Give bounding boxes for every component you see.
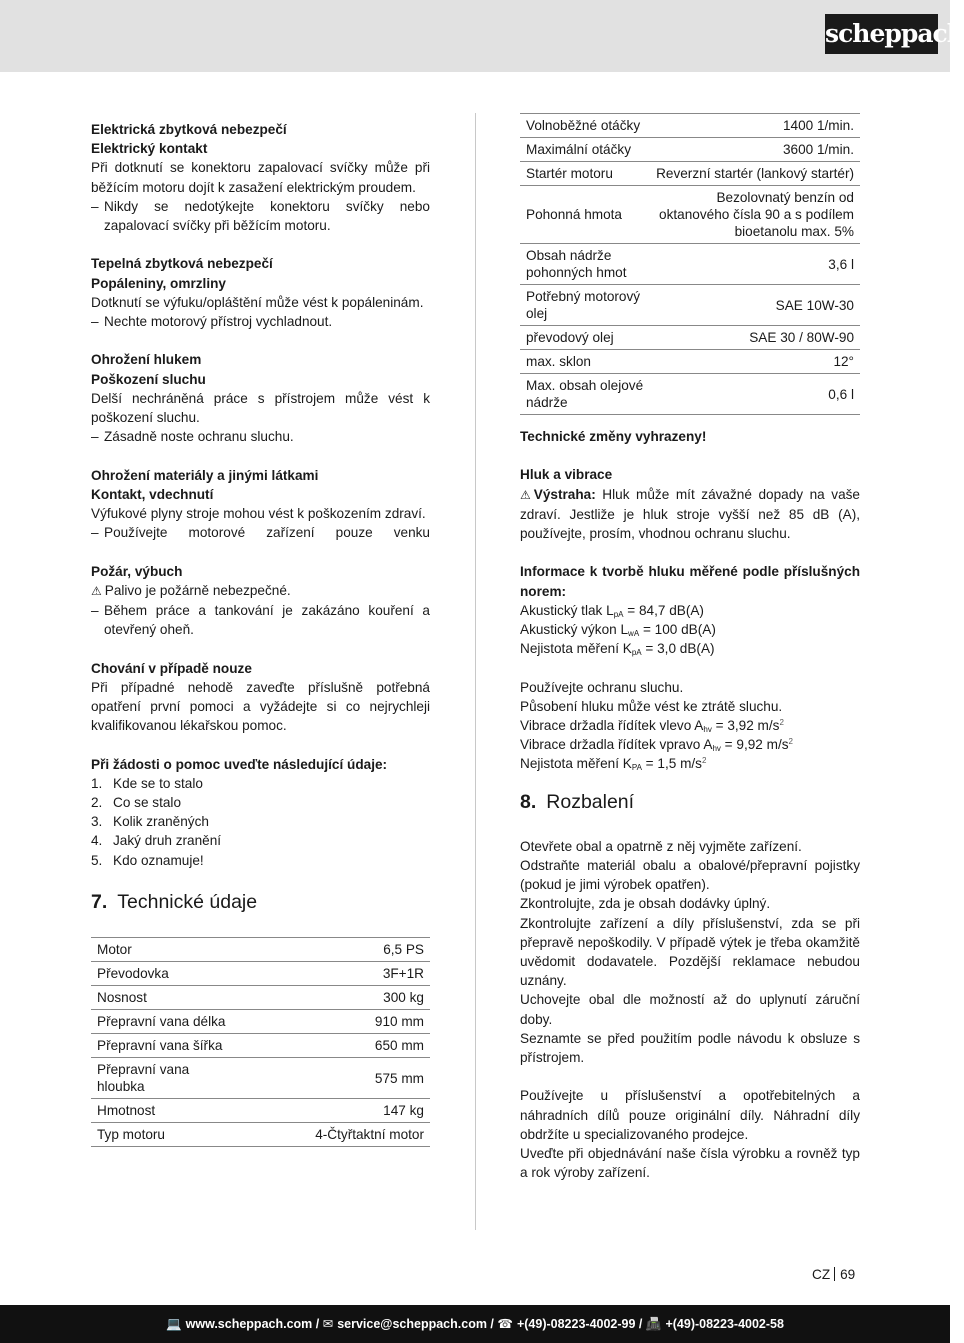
table-row: Přepravní vana délka 910 mm <box>91 1010 430 1034</box>
section-heading: Ohrožení materiály a jinými látkami <box>91 467 319 483</box>
paragraph: Dotknutí se výfuku/opláštění může vést k popáleninám. <box>91 294 424 310</box>
paragraph: Uchovejte obal dle možností až do uplynutí záruční doby. <box>520 992 860 1027</box>
paragraph: Delší nechráněná práce s přístrojem může vést k poškození sluchu. <box>91 390 430 426</box>
noise-vibration-section <box>520 465 860 543</box>
paragraph: Výfukové plyny stroje mohou vést k poškozením zdraví. <box>91 506 426 522</box>
section-heading: Při žádosti o pomoc uveďte následující údaje: <box>91 756 388 772</box>
scheppach-logo: scheppach <box>825 14 938 54</box>
computer-icon: 💻 <box>166 1317 182 1331</box>
emergency-section <box>91 659 430 736</box>
table-row: Typ motoru 4-Čtyřtaktní motor <box>91 1123 430 1147</box>
section-heading: Hluk a vibrace <box>520 467 613 483</box>
table-row: Potřebný motorový olej SAE 10W-30 <box>520 285 860 326</box>
vibration-left-line: Vibrace držadla řídítek vlevo $A_{hv} = 3,92$ $m/s^2$ <box>520 718 784 734</box>
section-subheading: Poškození sluchu <box>91 371 206 387</box>
list-item: 1. Kde se to stalo <box>91 775 203 791</box>
list-item: 4. Jaký druh zranění <box>91 833 222 849</box>
noise-hazard-section <box>91 350 430 446</box>
paragraph: Zkontrolujte, zda je obsah dodávky úplný. <box>520 896 771 912</box>
warning-triangle-icon: ⚠ <box>91 583 102 598</box>
column-divider <box>475 113 476 1230</box>
tech-changes-note: Technické změny vyhrazeny! <box>520 429 707 444</box>
section-7-heading: 7. Technické údaje <box>91 891 258 914</box>
sound-power-line: Akustický výkon $L_{wA} = 100$ dB(A) <box>520 622 716 638</box>
table-row: Startér motoru Reverzní startér (lankový startér) <box>520 162 860 186</box>
warning-line: ⚠ Palivo je požárně nebezpečné. <box>91 581 430 601</box>
table-row: Volnoběžné otáčky 1400 1/min. <box>520 114 860 138</box>
text-line: Působení hluku může vést ke ztrátě sluchu. <box>520 698 783 714</box>
paragraph: Při dotknutí se konektoru zapalovací svíčky může při běžícím motoru dojít k zasažení elektrickým proudem. <box>91 160 430 195</box>
text-line: Používejte ochranu sluchu. <box>520 679 684 695</box>
paragraph: Otevřete obal a opatrně z něj vyjměte zařízení. <box>520 838 802 854</box>
table-row: převodový olej SAE 30 / 80W-90 <box>520 326 860 350</box>
warning-triangle-icon: ⚠ <box>520 487 531 502</box>
help-request-section <box>91 755 430 870</box>
spare-parts-paragraphs <box>520 1086 860 1182</box>
phone-icon: ☎ <box>497 1317 513 1331</box>
phone-number: +(49)-08223-4002-99 <box>516 1317 636 1331</box>
tech-data-table-right <box>520 113 860 415</box>
table-row: Maximální otáčky 3600 1/min. <box>520 138 860 162</box>
table-row: Hmotnost 147 kg <box>91 1099 430 1123</box>
section-heading: Ohrožení hlukem <box>91 352 202 368</box>
section-heading: Chování v případě nouze <box>91 660 252 676</box>
vibration-uncertainty-line: Nejistota měření $K_{PA} = 1,5$ $m/s^2$ <box>520 756 707 773</box>
email-link[interactable]: service@scheppach.com <box>337 1317 487 1331</box>
page-number: CZ 69 <box>812 1267 856 1282</box>
dash-item: – Zásadně noste ochranu sluchu. <box>91 429 294 445</box>
table-row: Obsah nádrže pohonných hmot 3,6 l <box>520 244 860 285</box>
unpacking-paragraphs <box>520 837 860 1067</box>
email-icon: ✉ <box>322 1317 334 1331</box>
tech-data-table-left <box>91 937 430 1147</box>
header-bar <box>0 0 964 72</box>
table-row: Nosnost 300 kg <box>91 986 430 1010</box>
table-row: Motor 6,5 PS <box>91 938 430 962</box>
right-column <box>520 113 860 1182</box>
list-item: 3. Kolik zraněných <box>91 814 209 830</box>
table-row: Přepravní vana šířka 650 mm <box>91 1034 430 1058</box>
fax-icon: 📠 <box>645 1317 662 1331</box>
section-heading: Tepelná zbytková nebezpečí <box>91 256 273 272</box>
dash-item: – Nechte motorový přístroj vychladnout. <box>91 314 333 330</box>
paragraph: Při případné nehodě zaveďte příslušně potřebná opatření první pomoci a vyžádejte si co nejrychleji kvalifikovanou lékařskou pomoc. <box>91 679 430 734</box>
section-heading: Informace k tvorbě hluku měřené podle příslušných norem: <box>520 564 860 599</box>
list-item: 5. Kdo oznamuje! <box>91 852 204 868</box>
section-subheading: Kontakt, vdechnutí <box>91 486 214 502</box>
dash-item: – Používejte motorové zařízení pouze venku <box>91 525 430 541</box>
section-heading: Elektrická zbytková nebezpečí <box>91 122 287 137</box>
thermal-hazard-section <box>91 254 430 331</box>
table-row: Převodovka 3F+1R <box>91 962 430 986</box>
section-8-heading: 8. Rozbalení <box>520 790 635 813</box>
table-row: Pohonná hmota Bezolovnatý benzín od oktanového čísla 90 a s podílem bioetanolu max. 5% <box>520 186 860 244</box>
section-subheading: Elektrický kontakt <box>91 141 208 157</box>
materials-hazard-section <box>91 466 430 543</box>
paragraph: Uveďte při objednávání naše čísla výrobku a rovněž typ a rok výroby zařízení. <box>520 1146 860 1181</box>
warning-paragraph: ⚠ Výstraha: Hluk může mít závažné dopady na vaše zdraví. Jestliže je hluk stroje vyšší než 85 dB (A), používejte, prosím, vhodnou ochranu sluchu. <box>520 486 860 541</box>
section-subheading: Popáleniny, omrzliny <box>91 275 226 291</box>
dash-item: – Během práce a tankování je zakázáno kouření a otevřený oheň. <box>91 603 430 638</box>
vibration-section <box>520 678 860 774</box>
noise-measurement-section <box>520 562 860 658</box>
table-row: Max. obsah olejové nádrže 0,6 l <box>520 374 860 415</box>
paragraph: Odstraňte materiál obalu a obalové/přepravní pojistky (pokud je jimi výrobek opatřen). <box>520 858 860 893</box>
footer-bar: 💻 www.scheppach.com / ✉ service@scheppach.com / ☎ +(49)-08223-4002-99 / 📠 +(49)-08223-4002-58 <box>0 1305 950 1343</box>
section-heading: Požár, výbuch <box>91 563 183 579</box>
dash-item: – Nikdy se nedotýkejte konektoru svíčky nebo zapalovací svíčky při běžícím motoru. <box>91 198 430 234</box>
list-item: 2. Co se stalo <box>91 795 182 811</box>
paragraph: Používejte u příslušenství a opotřebitelných a náhradních dílů pouze originální díly. Náhradní díly obdržíte u specializovaného prodejce. <box>520 1088 860 1142</box>
fire-hazard-section <box>91 562 430 640</box>
paragraph: Zkontrolujte zařízení a díly příslušenství, zda se při přepravě nepoškodily. V případě výtek je třeba okamžitě uvědomit dodavatele. Pozdější reklamace nebudou uznány. <box>520 915 860 989</box>
electric-hazard-section <box>91 120 430 235</box>
sound-pressure-line: Akustický tlak $L_{pA} = 84,7$ dB(A) <box>520 602 704 619</box>
fax-number: +(49)-08223-4002-58 <box>665 1317 784 1331</box>
website-link[interactable]: www.scheppach.com <box>185 1317 313 1331</box>
paragraph: Seznamte se před použitím podle návodu k obsluze s přístrojem. <box>520 1030 860 1066</box>
vibration-right-line: Vibrace držadla řídítek vpravo $A_{hv} = 9,92$ $m/s^2$ <box>520 737 793 754</box>
table-row: Přepravní vana hloubka 575 mm <box>91 1058 430 1099</box>
uncertainty-line: Nejistota měření $K_{pA} = 3,0$ dB(A) <box>520 641 715 658</box>
left-column <box>91 120 430 1147</box>
table-row: max. sklon 12° <box>520 350 860 374</box>
